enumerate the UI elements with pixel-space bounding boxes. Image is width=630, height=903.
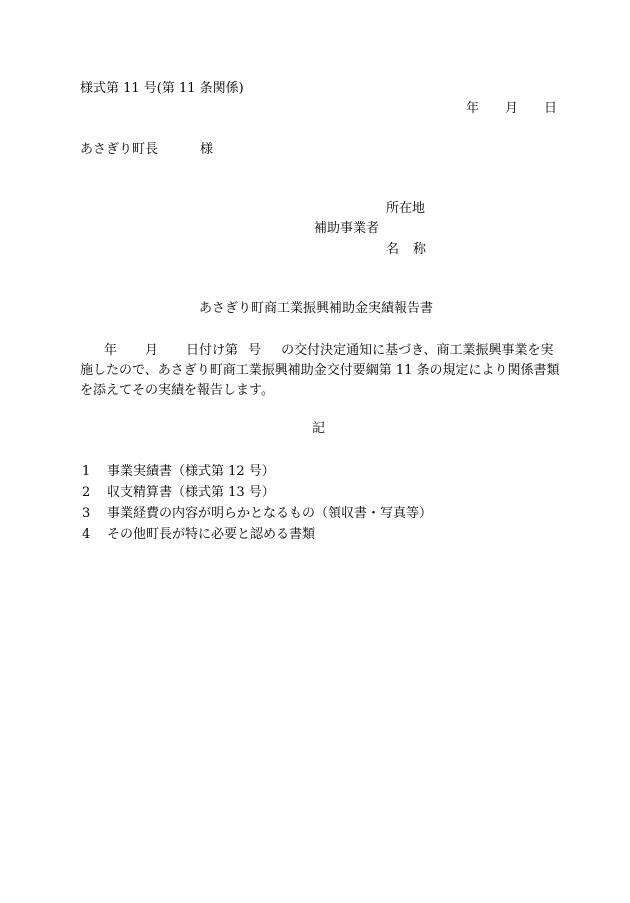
list-item-number: 2 [82,485,91,500]
list-item-number: 1 [82,464,91,479]
list-item [82,524,432,545]
body-month: 月 [145,343,159,358]
addressee-honorific: 様 [200,142,214,157]
address-label: 所在地 [386,201,426,216]
list-item-number: 3 [82,506,91,521]
name-label-part2: 称 [413,242,427,257]
body-paragraph [80,341,560,401]
form-number: 様式第 11 号(第 11 条関係) [80,81,244,96]
addressee-name: あさぎり町長 [80,142,159,157]
list-item-text: 収支精算書（様式第 13 号） [107,485,275,500]
date-day: 日 [544,101,558,116]
body-number: 号 [248,343,262,358]
date-year: 年 [466,101,480,116]
list-item-text: 事業経費の内容が明らかとなるもの（領収書・写真等） [107,506,433,521]
list-item [82,503,432,524]
date-line [466,102,557,115]
document-title: あさぎり町商工業振興補助金実績報告書 [199,301,434,316]
body-text: の交付決定通知に基づき、商工業振興事業を実施したので、あさぎり町商工業振興補助金交付要綱第 11 条の規定により関係書類を添えてその実績を報告します。 [80,343,560,398]
date-month: 月 [505,101,519,116]
list-item-text: その他町長が特に必要と認める書類 [107,527,316,542]
list-item-text: 事業実績書（様式第 12 号） [107,464,275,479]
list-item [82,461,432,482]
list-item [82,482,432,503]
body-day-dated: 日付け第 [186,343,239,358]
name-label-part1: 名 [386,242,400,257]
applicant-role-label: 補助事業者 [314,221,380,236]
body-year: 年 [104,343,118,358]
addressee [80,143,213,156]
attachment-list [82,461,432,545]
ki-heading: 記 [312,421,326,436]
list-item-number: 4 [82,527,91,542]
name-label [386,243,426,256]
